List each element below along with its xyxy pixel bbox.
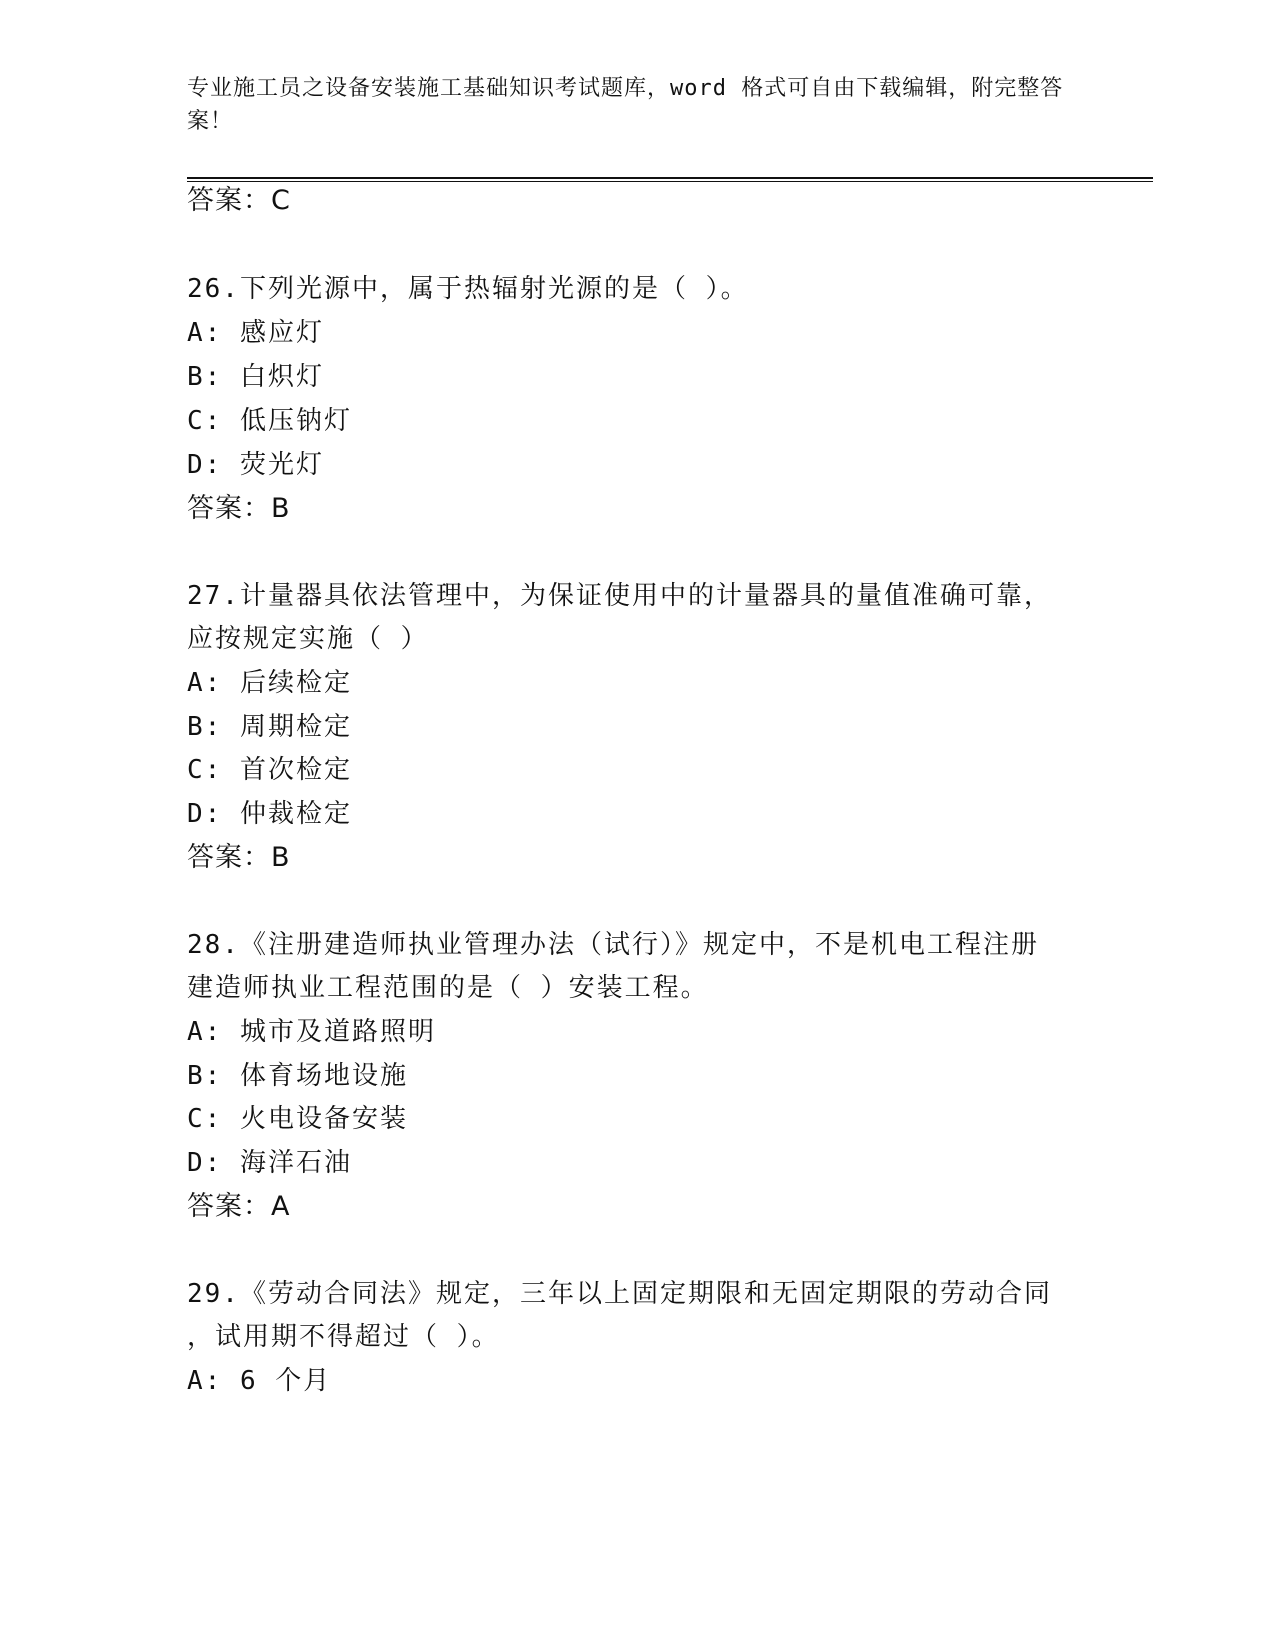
question-27-option-c: C: 首次检定 xyxy=(187,755,352,785)
question-28-answer: 答案：A xyxy=(187,1191,291,1222)
question-26-answer: 答案：B xyxy=(187,493,291,524)
question-29-option-a: A: 6 个月 xyxy=(187,1366,332,1396)
question-29-text-line-2: ，试用期不得超过（ ）。 xyxy=(187,1322,500,1352)
question-26-option-c: C: 低压钠灯 xyxy=(187,406,352,436)
question-27-option-b: B: 周期检定 xyxy=(187,712,352,742)
question-26-option-a: A: 感应灯 xyxy=(187,318,324,348)
question-28-option-c: C: 火电设备安装 xyxy=(187,1104,408,1134)
question-29-text-line-1: 29.《劳动合同法》规定，三年以上固定期限和无固定期限的劳动合同 xyxy=(187,1279,1052,1309)
question-26-option-b: B: 白炽灯 xyxy=(187,362,324,392)
question-26-text: 26.下列光源中，属于热辐射光源的是（ ）。 xyxy=(187,274,749,304)
header-divider xyxy=(187,177,1153,179)
previous-answer: 答案：C xyxy=(187,185,291,216)
question-28-option-a: A: 城市及道路照明 xyxy=(187,1017,436,1047)
question-27-option-a: A: 后续检定 xyxy=(187,668,352,698)
document-header: 专业施工员之设备安装施工基础知识考试题库，word 格式可自由下载编辑，附完整答案！ xyxy=(187,76,1064,134)
header-divider-thin xyxy=(187,181,1153,182)
question-27-option-d: D: 仲裁检定 xyxy=(187,799,352,829)
question-28-text-line-2: 建造师执业工程范围的是（ ）安装工程。 xyxy=(187,973,709,1003)
question-28-text-line-1: 28.《注册建造师执业管理办法（试行）》规定中，不是机电工程注册 xyxy=(187,930,1039,960)
question-28-option-b: B: 体育场地设施 xyxy=(187,1061,408,1091)
question-27-answer: 答案：B xyxy=(187,842,291,873)
question-27-text-line-1: 27.计量器具依法管理中，为保证使用中的计量器具的量值准确可靠， xyxy=(187,581,1052,611)
question-28-option-d: D: 海洋石油 xyxy=(187,1148,352,1178)
question-26-option-d: D: 荧光灯 xyxy=(187,450,324,480)
question-27-text-line-2: 应按规定实施（ ） xyxy=(187,624,429,654)
